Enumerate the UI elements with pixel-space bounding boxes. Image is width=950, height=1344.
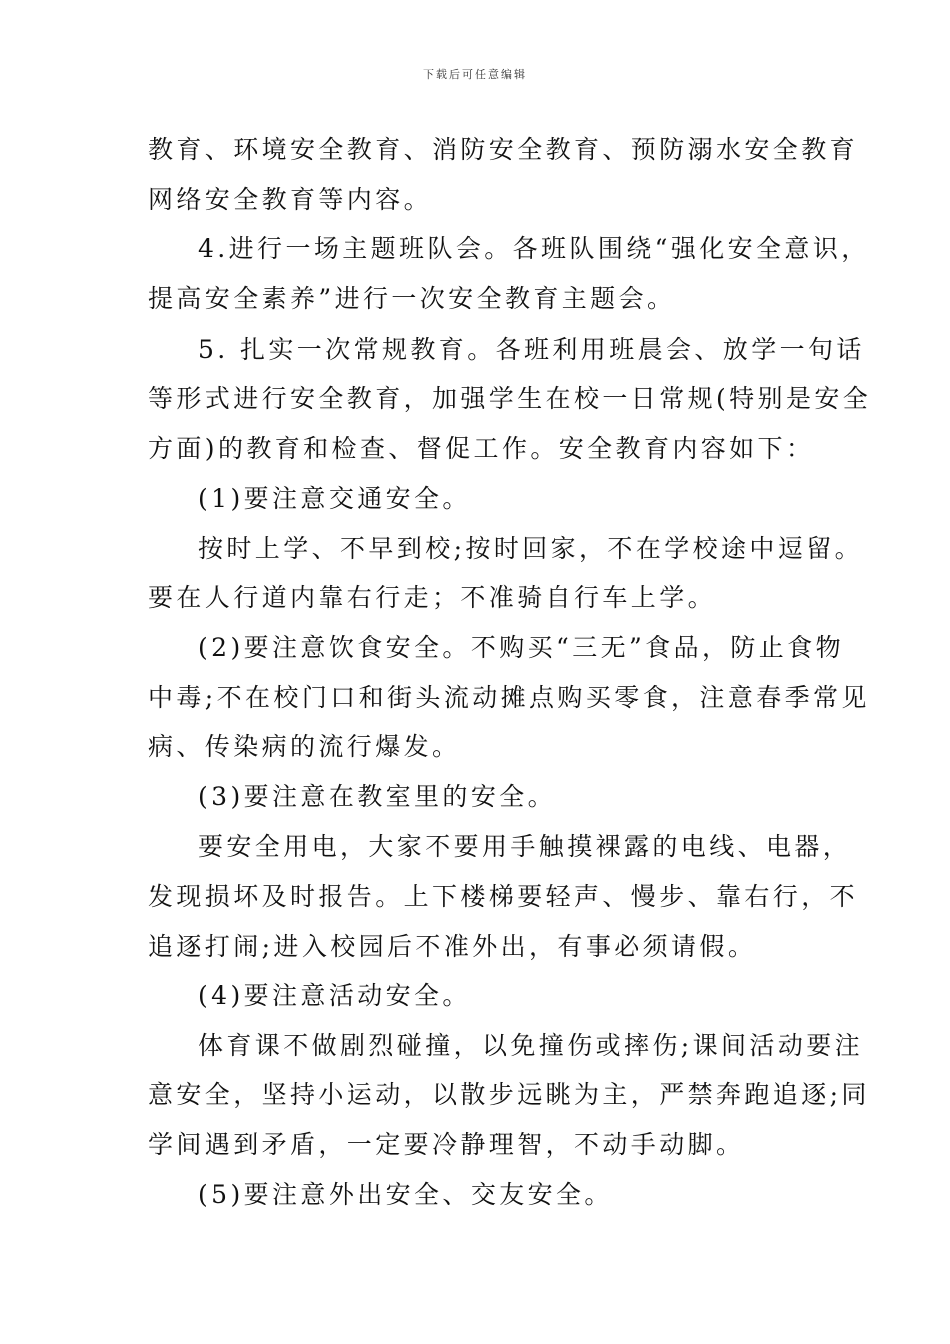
text-line: 追逐打闹;进入校园后不准外出，有事必须请假。 (148, 932, 757, 961)
text-line: 教育、环境安全教育、消防安全教育、预防溺水安全教育 (148, 135, 859, 164)
text-line: 5. 扎实一次常规教育。各班利用班晨会、放学一句话 (198, 335, 865, 364)
text-line: 要在人行道内靠右行走；不准骑自行车上学。 (148, 583, 717, 612)
text-line: 按时上学、不早到校;按时回家，不在学校途中逗留。 (198, 534, 864, 563)
text-line: (3)要注意在教室里的安全。 (198, 782, 557, 811)
text-line: 病、传染病的流行爆发。 (148, 732, 461, 761)
text-line: (4)要注意活动安全。 (198, 981, 471, 1010)
text-line: 要安全用电，大家不要用手触摸裸露的电线、电器， (198, 832, 852, 861)
text-line: (5)要注意外出安全、交友安全。 (198, 1180, 613, 1209)
text-line: 中毒;不在校门口和街头流动摊点购买零食，注意春季常见 (148, 683, 870, 712)
text-line: 等形式进行安全教育，加强学生在校一日常规(特别是安全 (148, 384, 872, 413)
text-line: 学间遇到矛盾，一定要冷静理智，不动手动脚。 (148, 1130, 745, 1159)
text-line: 网络安全教育等内容。 (148, 185, 433, 214)
text-line: 意安全，坚持小运动，以散步远眺为主，严禁奔跑追逐;同 (148, 1080, 870, 1109)
text-line: 方面)的教育和检查、督促工作。安全教育内容如下： (148, 434, 815, 463)
text-line: 体育课不做剧烈碰撞，以免撞伤或摔伤;课间活动要注 (198, 1031, 864, 1060)
text-line: 4.进行一场主题班队会。各班队围绕“强化安全意识， (198, 234, 870, 263)
text-line: (2)要注意饮食安全。不购买“三无”食品，防止食物 (198, 633, 844, 662)
text-line: 提高安全素养”进行一次安全教育主题会。 (148, 284, 676, 313)
text-line: (1)要注意交通安全。 (198, 484, 471, 513)
page-header: 下载后可任意编辑 (423, 68, 527, 81)
text-line: 发现损坏及时报告。上下楼梯要轻声、慢步、靠右行，不 (148, 882, 859, 911)
